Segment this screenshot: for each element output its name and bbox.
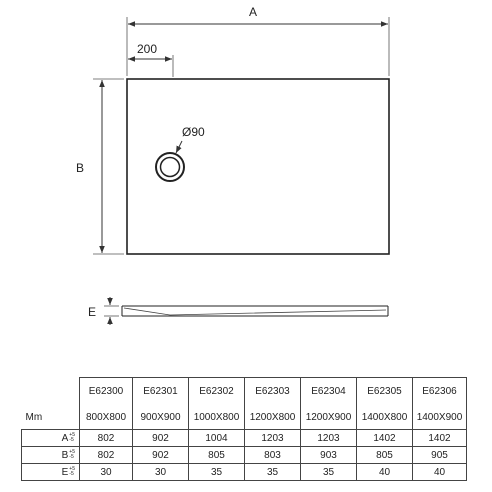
tolerance-plus: +5 [69,431,75,438]
table-cell: 802 [80,430,133,447]
dim-label-a: A [248,5,258,19]
table-cell: 902 [133,430,189,447]
tolerance-plus: +5 [69,448,75,455]
dim-label-e: E [87,305,97,319]
row-label [22,447,80,464]
drain-leader [176,141,182,153]
drain-diameter-label: Ø90 [182,125,205,139]
table-cell: 802 [80,447,133,464]
tolerance-minus: -5 [69,470,74,477]
row-label [22,430,80,447]
model-size: 1000X800 [189,405,245,430]
table-cell: 30 [80,464,133,481]
table-row [22,447,467,464]
table-cell: 35 [245,464,301,481]
table-cell: 1203 [301,430,357,447]
row-label-text: A [61,432,69,444]
tolerance-plus: +5 [69,465,75,472]
table-cell: 40 [357,464,413,481]
tolerance-minus: -5 [69,436,74,443]
table-cell: 902 [133,447,189,464]
model-size: 800X800 [80,405,133,430]
profile-slope-line [124,308,386,315]
table-cell: 805 [357,447,413,464]
row-label-text: B [61,449,69,461]
drain-inner-ring [161,158,180,177]
row-label-text: E [61,466,69,478]
table-cell: 1402 [357,430,413,447]
model-size: 1200X800 [245,405,301,430]
model-size-row [22,405,467,430]
table-cell: 1402 [413,430,467,447]
model-size: 900X900 [133,405,189,430]
table-cell: 805 [189,447,245,464]
model-size: 1200X900 [301,405,357,430]
tolerance-minus: -5 [69,453,74,460]
model-code: E62300 [80,378,133,406]
tray-outline [127,79,389,254]
tolerance [69,433,75,443]
table-cell: 35 [189,464,245,481]
table-cell: 803 [245,447,301,464]
dim-label-b: B [75,161,85,175]
unit-label: Mm [25,411,43,423]
table-cell: 35 [301,464,357,481]
model-code: E62303 [245,378,301,406]
model-code-row [22,378,467,406]
model-size: 1400X900 [413,405,467,430]
dim-label-offset: 200 [136,42,158,56]
table-row [22,430,467,447]
table-cell: 1203 [245,430,301,447]
model-size: 1400X800 [357,405,413,430]
table-cell: 905 [413,447,467,464]
model-code: E62301 [133,378,189,406]
model-code: E62302 [189,378,245,406]
table-corner-cell [22,378,80,406]
tolerance [69,450,75,460]
table-cell: 40 [413,464,467,481]
model-code: E62306 [413,378,467,406]
model-code: E62305 [357,378,413,406]
model-code: E62304 [301,378,357,406]
row-label [22,464,80,481]
table-cell: 1004 [189,430,245,447]
table-cell: 30 [133,464,189,481]
tolerance [69,467,75,477]
dimension-table-body [22,378,467,481]
table-row [22,464,467,481]
table-cell: 903 [301,447,357,464]
dimension-table [21,377,467,481]
